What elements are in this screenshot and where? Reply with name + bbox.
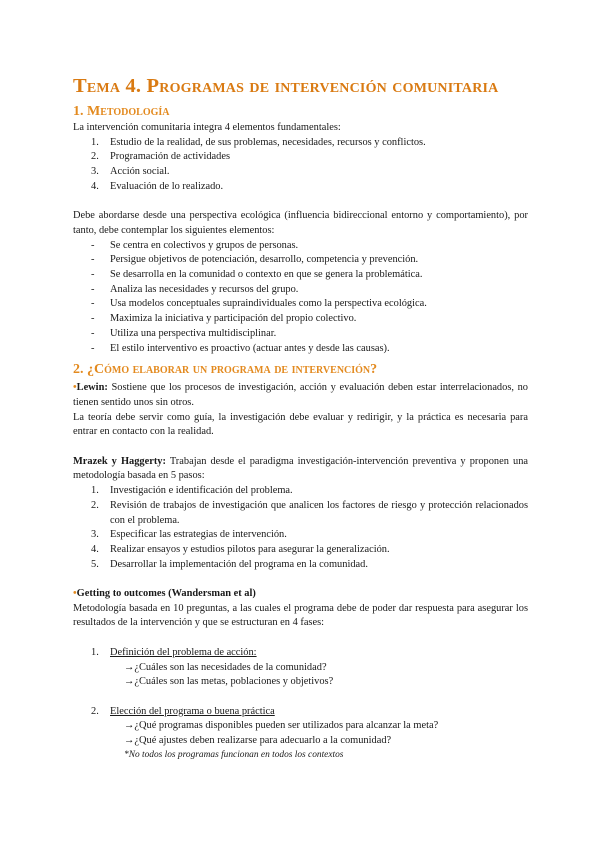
ecological-paragraph: Debe abordarse desde una perspectiva ecológica (influencia bidireccional entorno y comportamiento), por tanto, debe contemplar los siguientes elementos: (73, 210, 528, 236)
mrazek-label: Mrazek y Haggerty: (73, 455, 166, 467)
bullet-icon: • (73, 588, 77, 600)
list-item: - Utiliza una perspectiva multidisciplinar. (91, 327, 277, 339)
lewin-label: Lewin: (76, 382, 108, 394)
list-item: 2. Revisión de trabajos de investigación que analicen los factores de riesgo y protección relacionados con el problema. (91, 499, 528, 526)
mrazek-paragraph: Mrazek y Haggerty: Trabajan desde el paradigma investigación-intervención preventiva y proponen una metodología basada en 5 pasos: (73, 455, 529, 482)
phases-list (73, 705, 528, 720)
list-item: 4. Realizar ensayos y estudios pilotos para asegurar la generalización. (91, 543, 390, 555)
phase-item: 1. Definición del problema de acción: (91, 646, 257, 658)
list-item: 2. Programación de actividades (91, 151, 231, 163)
intro-text: La intervención comunitaria integra 4 elementos fundamentales: (73, 122, 341, 133)
question-item: →¿Qué programas disponibles pueden ser utilizados para alcanzar la meta? (124, 720, 439, 732)
gto-heading: •Getting to outcomes (Wandersman et al) (73, 588, 256, 600)
list-item: - Se desarrolla en la comunidad o contexto en que se genera la problemática. (91, 269, 423, 281)
list-item: 4. Evaluación de lo realizado. (91, 180, 224, 192)
phases-list (73, 646, 528, 661)
list-item: 1. Investigación e identificación del problema. (91, 485, 293, 497)
list-item: 5. Desarrollar la implementación del programa en la comunidad. (91, 558, 368, 570)
phase-title: Elección del programa o buena práctica (110, 705, 275, 717)
list-item: - Se centra en colectivos y grupos de personas. (91, 239, 299, 251)
theory-paragraph: La teoría debe servir como guía, la investigación debe evaluar y redirigir, y la práctica es necesaria para entrar en contacto con la realidad. (73, 411, 528, 438)
elements-list (73, 136, 528, 195)
list-item: 3. Especificar las estrategias de intervención. (91, 529, 287, 541)
phase-note: *No todos los programas funcionan en todos los contextos (124, 749, 344, 760)
question-item: →¿Cuáles son las necesidades de la comunidad? (124, 661, 327, 673)
list-item: - Persigue objetivos de potenciación, desarrollo, competencia y prevención. (91, 254, 419, 266)
bullet-icon: • (73, 382, 77, 394)
phase-title: Definición del problema de acción: (110, 646, 257, 658)
question-item: →¿Qué ajustes deben realizarse para adecuarlo a la comunidad? (124, 735, 392, 747)
section-heading-metodologia: 1. Metodología (73, 104, 170, 119)
steps-list (73, 484, 528, 572)
list-item: - Analiza las necesidades y recursos del grupo. (91, 283, 299, 295)
ecological-elements-list (73, 239, 528, 357)
list-item: - Maximiza la iniciativa y participación del propio colectivo. (91, 313, 357, 325)
section-heading-como-elaborar: 2. ¿Cómo elaborar un programa de intervención? (73, 362, 378, 378)
question-item: →¿Cuáles son las metas, poblaciones y objetivos? (124, 676, 334, 688)
phase-item: 2. Elección del programa o buena práctica (91, 705, 275, 717)
lewin-paragraph: •Lewin: Sostiene que los procesos de investigación, acción y evaluación deben estar interrelacionados, no tienen sentido unos sin otros. (73, 382, 528, 408)
phase-questions (73, 661, 528, 690)
gto-paragraph: Metodología basada en 10 preguntas, a las cuales el programa debe de poder dar respuesta para asegurar los resultados de la intervención y que se estructuran en 4 fases: (73, 602, 528, 629)
list-item: - El estilo interventivo es proactivo (actuar antes y desde las causas). (91, 342, 390, 354)
list-item: - Usa modelos conceptuales supraindividuales como la perspectiva ecológica. (91, 298, 427, 310)
list-item: 3. Acción social. (91, 166, 170, 178)
page-title: Tema 4. Programas de intervención comunitaria (73, 75, 499, 97)
list-item: 1. Estudio de la realidad, de sus problemas, necesidades, recursos y conflictos. (91, 136, 426, 148)
phase-questions (73, 719, 528, 748)
